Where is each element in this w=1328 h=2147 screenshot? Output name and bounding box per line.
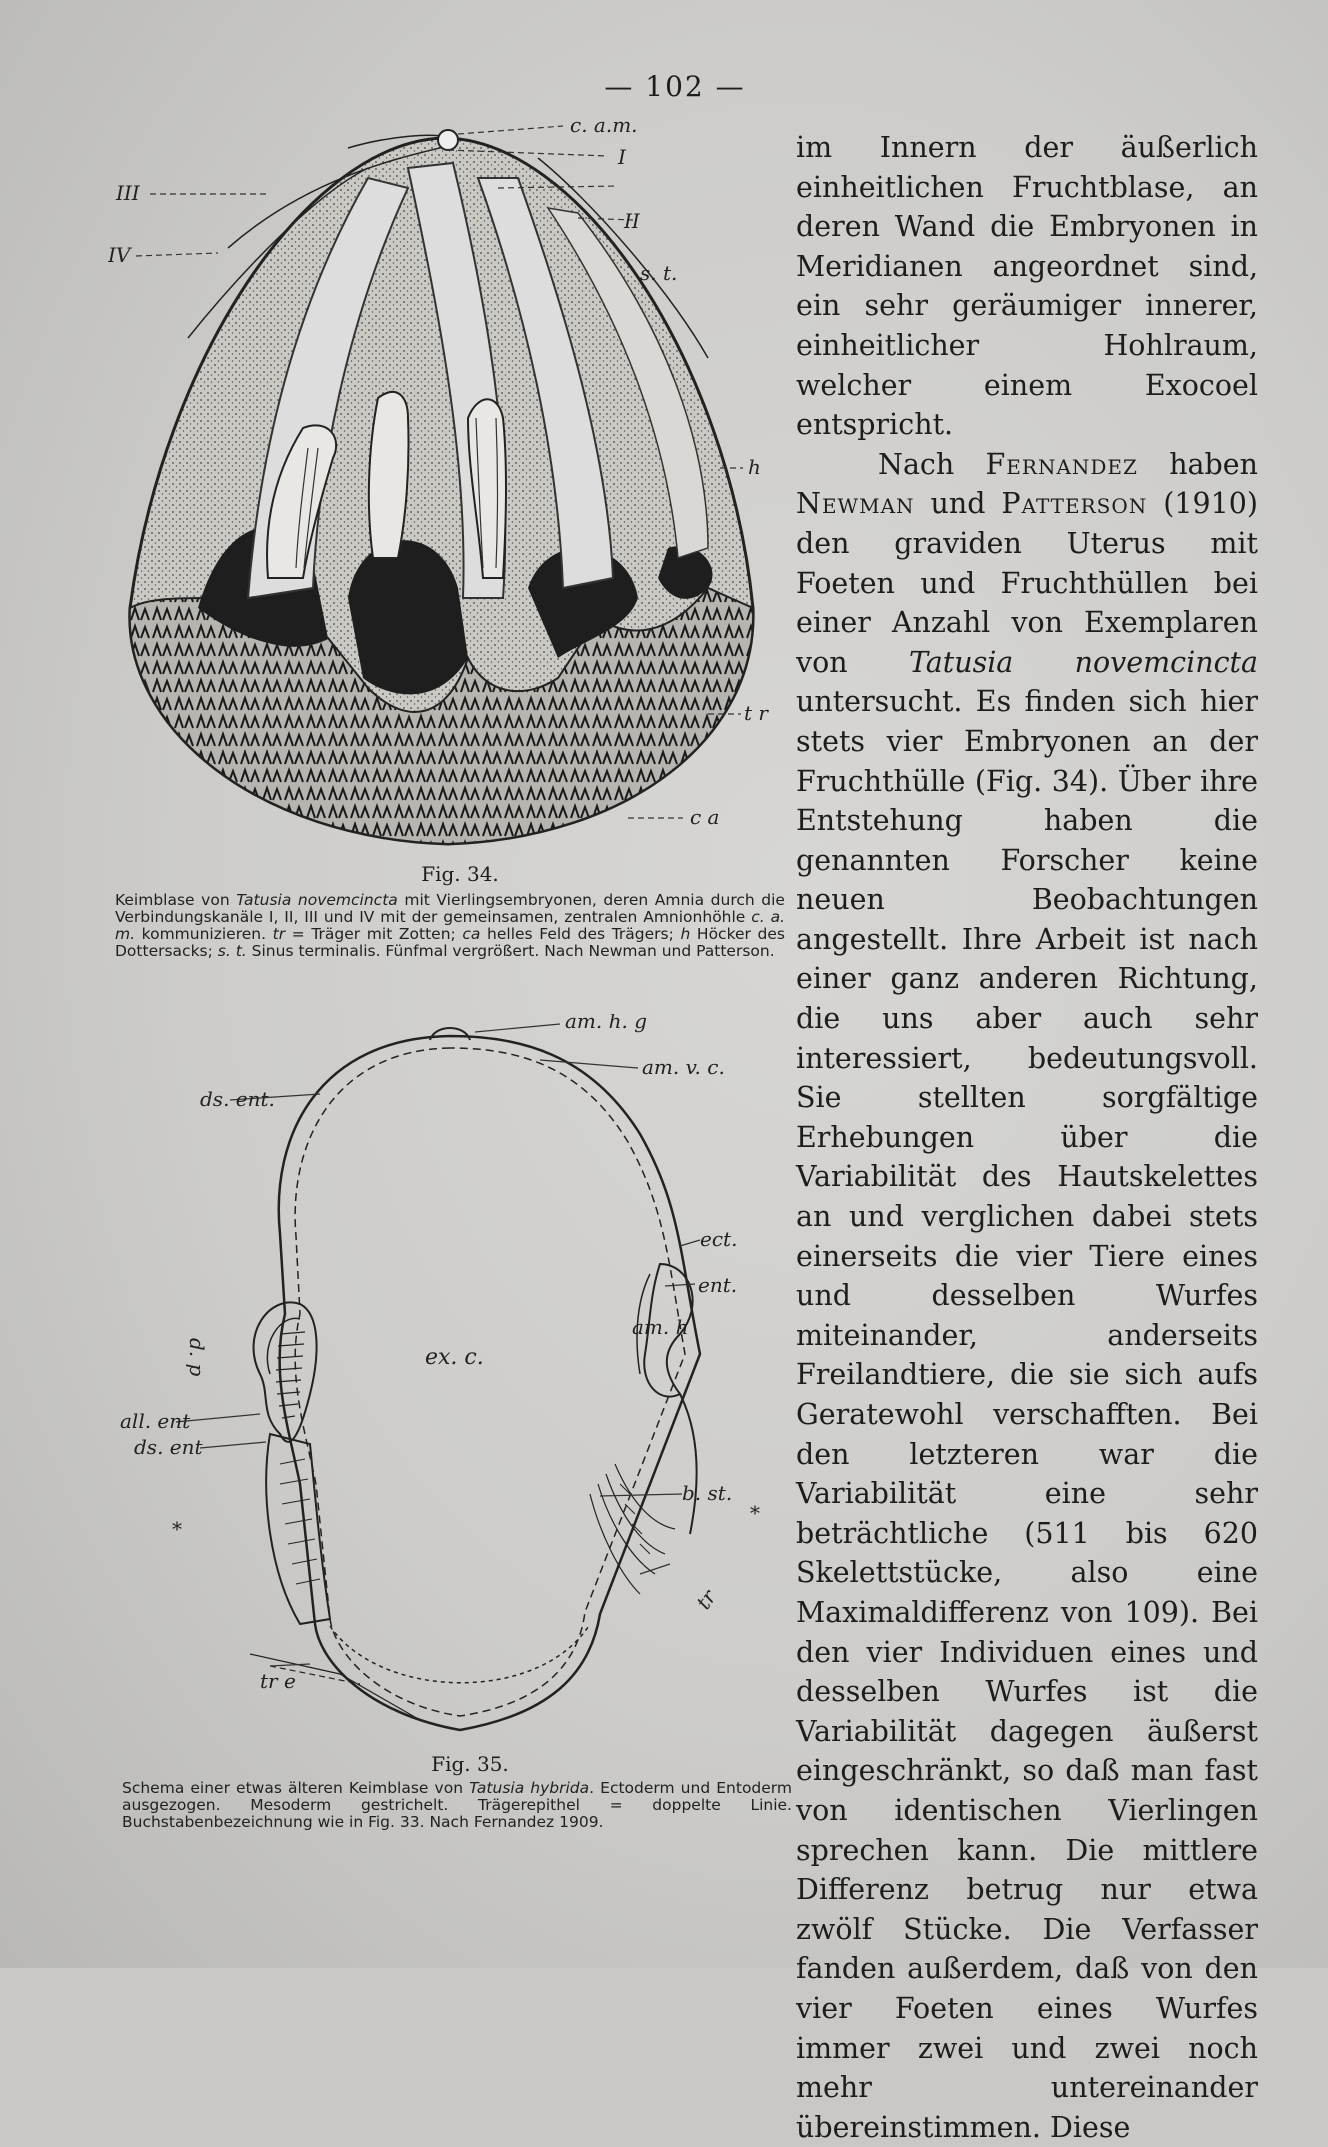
fig34-label-III: III — [116, 181, 140, 205]
paragraph-2: Nach Fernandez haben Newman und Patterson (1910) den graviden Uterus mit Foeten und Fruchthüllen bei einer Anzahl von Exemplaren von Tatusia novemcincta untersucht. Es finden sich hier stets vier Embryonen an der Fruchthülle (Fig. 34). Über ihre Entstehung haben die genannten Forscher keine neuen Beobachtungen angestellt. Ihre Arbeit ist nach einer ganz anderen Richtung, die uns aber auch sehr interessiert, bedeutungsvoll. Sie stellten sorgfältige Erhebungen über die Variabilität des Hautskelettes an und verglichen dabei stets einerseits die vier Tiere eines und desselben Wurfes miteinander, anderseits Freilandtiere, die sie sich aufs Geratewohl verschafften. Bei den letzteren war die Variabilität eine sehr beträchtliche (511 bis 620 Skelettstücke, also eine Maximaldifferenz von 109). Bei den vier Individuen eines und desselben Wurfes ist die Variabilität dagegen äußerst eingeschränkt, so daß man fast von identischen Vierlingen sprechen kann. Die mittlere Differenz betrug nur etwa zwölf Stücke. Die Verfasser fanden außerdem, daß von den vier Foeten eines Wurfes immer zwei und zwei noch mehr untereinander übereinstimmen. Diese — [796, 447, 1259, 2144]
fig35-label-dp: d. p — [185, 1338, 209, 1377]
fig34-label-tr: t r — [744, 701, 768, 725]
fig34-label-ca: c a — [690, 805, 720, 829]
fig35-label-allent: all. ent — [120, 1409, 191, 1433]
fig35-star-left: * — [172, 1517, 182, 1541]
figure-35-illustration — [120, 1014, 800, 1754]
figure-35-caption: Schema einer etwas älteren Keimblase von Tatusia hybrida. Ectoderm und Entoderm ausgezogen. Mesoderm gestrichelt. Trägerepithel = doppelte Linie. Buchstabenbezeichnung wie in Fig. 33. Nach Fernandez 1909. — [122, 1779, 792, 1831]
fig34-label-I: I — [618, 145, 626, 169]
fig35-label-dsent: ds. ent — [134, 1435, 203, 1459]
figure-34-caption: Keimblase von Tatusia novemcincta mit Vierlingsembryonen, deren Amnia durch die Verbindungskanäle I, II, III und IV mit der gemeinsamen, zentralen Amnionhöhle c. a. m. kommunizieren. tr = Träger mit Zotten; ca helles Feld des Trägers; h Höcker des Dottersacks; s. t. Sinus terminalis. Fünfmal vergrößert. Nach Newman und Patterson. — [115, 891, 785, 960]
body-text-column — [796, 128, 1258, 2147]
fig35-label-amhg: am. h. g — [565, 1014, 648, 1033]
fig34-label-h: h — [748, 455, 761, 479]
fig35-label-ect: ect. — [700, 1227, 738, 1251]
fig35-label-tr-right: tr — [691, 1585, 721, 1614]
fig35-label-ent: ent. — [698, 1273, 738, 1297]
fig35-star-right: * — [750, 1501, 760, 1525]
fig34-label-cam: c. a.m. — [570, 118, 638, 137]
fig34-label-II: II — [624, 209, 640, 233]
fig34-label-IV: IV — [108, 243, 131, 267]
fig35-label-amvc: am. v. c. — [642, 1055, 725, 1079]
paragraph-1: im Innern der äußerlich einheitlichen Fruchtblase, an deren Wand die Embryonen in Meridianen angeordnet sind, ein sehr geräumiger innerer, einheitlicher Hohlraum, welcher einem Exocoel entspricht. — [796, 131, 1258, 442]
page-number: — 102 — — [604, 70, 746, 103]
fig35-label-exc: ex. c. — [425, 1345, 484, 1370]
fig35-label-dsent-top: ds. ent. — [200, 1087, 275, 1111]
figure-35-label: Fig. 35. — [431, 1752, 509, 1776]
fig34-label-st: s. t. — [640, 261, 678, 285]
fig35-label-amh: am. h — [632, 1315, 689, 1339]
fig35-label-bst: b. st. — [682, 1481, 733, 1505]
figure-34-label: Fig. 34. — [421, 862, 499, 886]
fig35-label-tre: tr e — [260, 1669, 296, 1693]
figure-34-illustration — [108, 118, 788, 858]
